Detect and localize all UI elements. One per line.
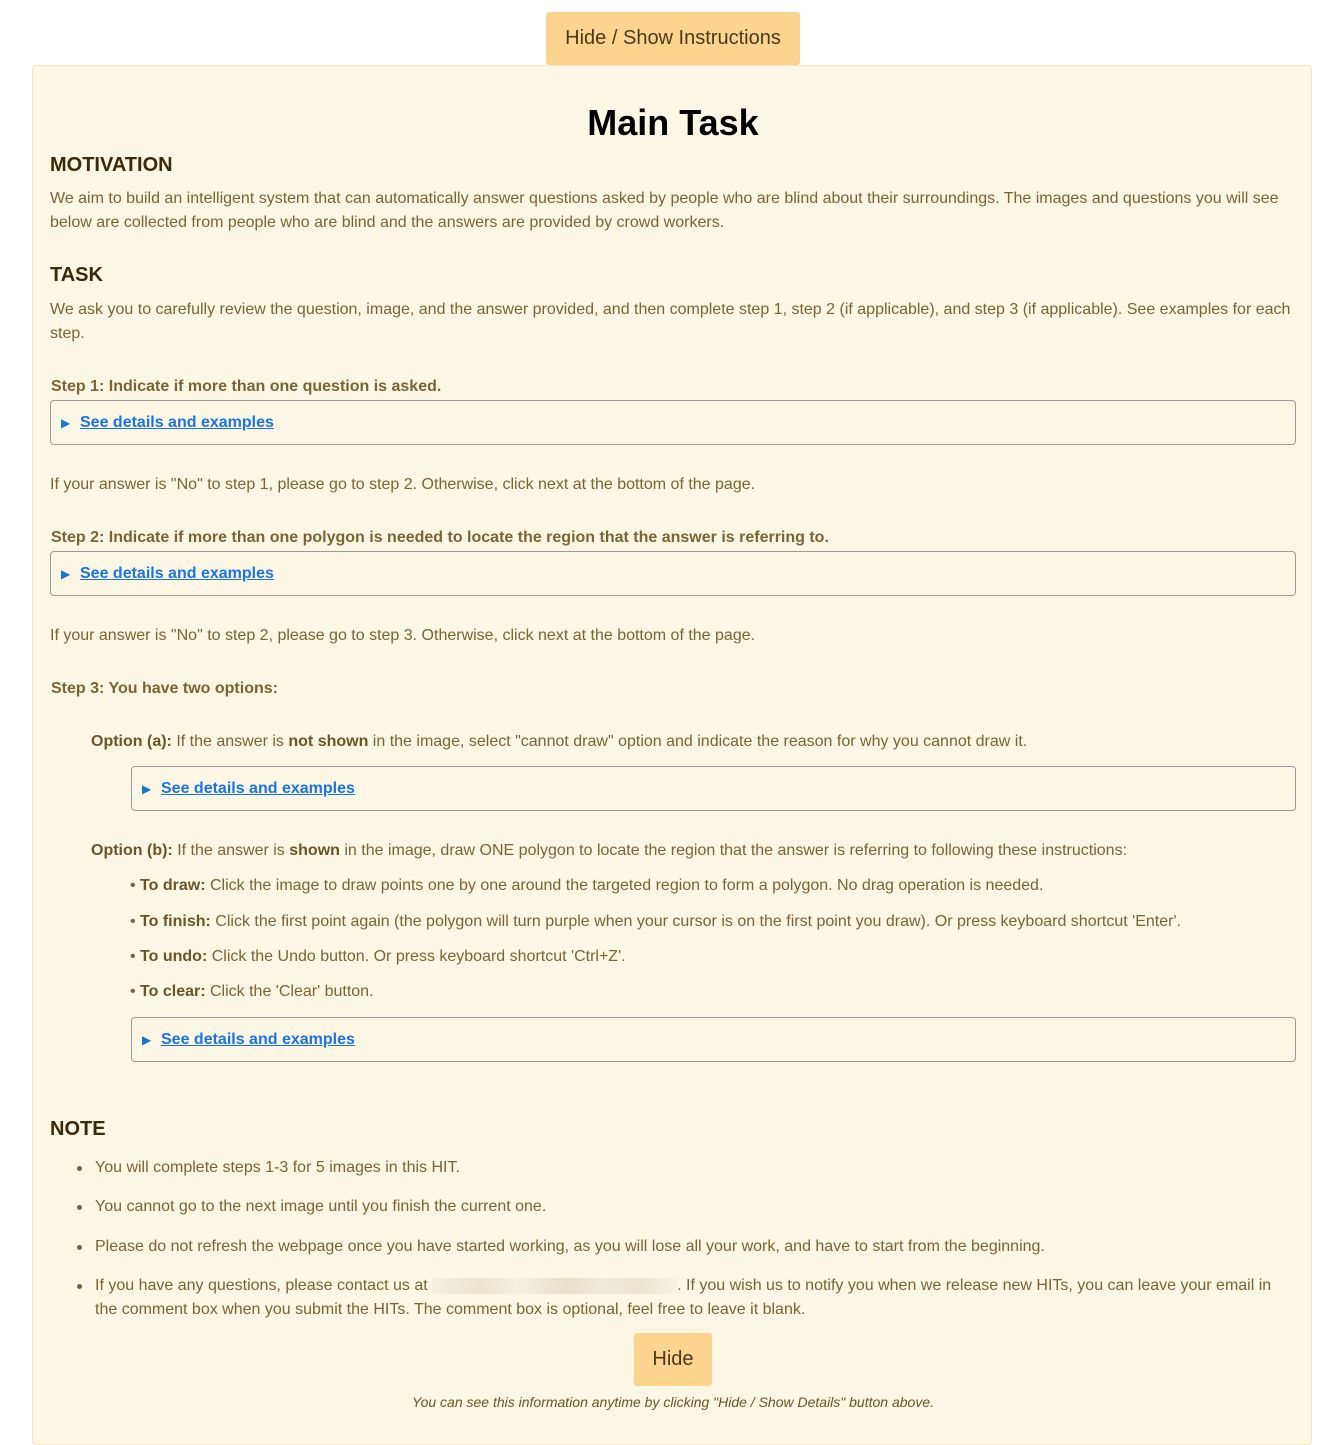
option-b-details-box[interactable] bbox=[131, 1017, 1296, 1062]
option-a-details-link[interactable]: See details and examples bbox=[161, 780, 355, 797]
note-heading: NOTE bbox=[50, 1118, 106, 1140]
motivation-text: We aim to build an intelligent system that can automatically answer questions asked by people who are blind about their surroundings. The images and questions you will see below are collected from people who are blind and the answers are provided by crowd workers. bbox=[50, 190, 1279, 231]
step2-details-link[interactable]: See details and examples bbox=[80, 565, 274, 582]
bullet-dot-icon bbox=[77, 1245, 82, 1250]
option-a-details-box[interactable] bbox=[131, 766, 1296, 811]
bullet-to-clear: • To clear: Click the 'Clear' button. bbox=[130, 983, 374, 1000]
hide-show-instructions-button[interactable]: Hide / Show Instructions bbox=[546, 12, 800, 65]
note-item: You will complete steps 1-3 for 5 images in this HIT. bbox=[95, 1156, 1275, 1180]
option-b-details-link[interactable]: See details and examples bbox=[161, 1031, 355, 1048]
note-item-contact: If you have any questions, please contact us at . If you wish us to notify you when we release new HITs, you can leave your email in the comment box when you submit the HITs. The comment box is optional, feel free to leave it blank. bbox=[95, 1274, 1275, 1322]
hide-button[interactable]: Hide bbox=[634, 1333, 712, 1386]
bullet-dot-icon bbox=[77, 1166, 82, 1171]
option-b-text: Option (b): If the answer is shown in the image, draw ONE polygon to locate the region that the answer is referring to following these instructions: bbox=[91, 842, 1128, 859]
bullet-to-undo: • To undo: Click the Undo button. Or press keyboard shortcut 'Ctrl+Z'. bbox=[130, 948, 626, 965]
disclosure-triangle-icon: ▶ bbox=[61, 567, 71, 581]
option-b-label: Option (b): bbox=[91, 842, 173, 859]
task-heading: TASK bbox=[50, 264, 103, 286]
disclosure-triangle-icon: ▶ bbox=[61, 416, 71, 430]
step2-followup: If your answer is "No" to step 2, please go to step 3. Otherwise, click next at the bottom of the page. bbox=[50, 627, 756, 644]
bullet-to-finish: • To finish: Click the first point again (the polygon will turn purple when your cursor is on the first point you draw). Or press keyboard shortcut 'Enter'. bbox=[130, 913, 1181, 930]
step2-heading: Step 2: Indicate if more than one polygon is needed to locate the region that the answer is referring to. bbox=[51, 529, 829, 546]
page-title: Main Task bbox=[587, 102, 759, 143]
step2-details-box[interactable] bbox=[50, 551, 1296, 596]
step1-followup: If your answer is "No" to step 1, please go to step 2. Otherwise, click next at the bottom of the page. bbox=[50, 476, 756, 493]
motivation-heading: MOTIVATION bbox=[50, 154, 173, 176]
task-text: We ask you to carefully review the question, image, and the answer provided, and then complete step 1, step 2 (if applicable), and step 3 (if applicable). See examples for each step. bbox=[50, 301, 1291, 342]
bullet-dot-icon bbox=[77, 1284, 82, 1289]
bullet-dot-icon bbox=[77, 1205, 82, 1210]
disclosure-triangle-icon: ▶ bbox=[142, 1033, 152, 1047]
redacted-email bbox=[432, 1278, 677, 1294]
option-a-label: Option (a): bbox=[91, 733, 172, 750]
step1-details-box[interactable] bbox=[50, 400, 1296, 445]
step1-heading: Step 1: Indicate if more than one question is asked. bbox=[51, 378, 442, 395]
step3-heading: Step 3: You have two options: bbox=[51, 680, 278, 697]
note-item: You cannot go to the next image until you finish the current one. bbox=[95, 1195, 1275, 1219]
note-item: Please do not refresh the webpage once you have started working, as you will lose all your work, and have to start from the beginning. bbox=[95, 1235, 1275, 1259]
disclosure-triangle-icon: ▶ bbox=[142, 782, 152, 796]
instructions-panel bbox=[32, 65, 1312, 1445]
step1-details-link[interactable]: See details and examples bbox=[80, 414, 274, 431]
option-a-text: Option (a): If the answer is not shown in the image, select "cannot draw" option and indicate the reason for why you cannot draw it. bbox=[91, 733, 1028, 750]
footer-note: You can see this information anytime by clicking "Hide / Show Details" button above. bbox=[412, 1394, 934, 1410]
bullet-to-draw: • To draw: Click the image to draw points one by one around the targeted region to form a polygon. No drag operation is needed. bbox=[130, 877, 1044, 894]
